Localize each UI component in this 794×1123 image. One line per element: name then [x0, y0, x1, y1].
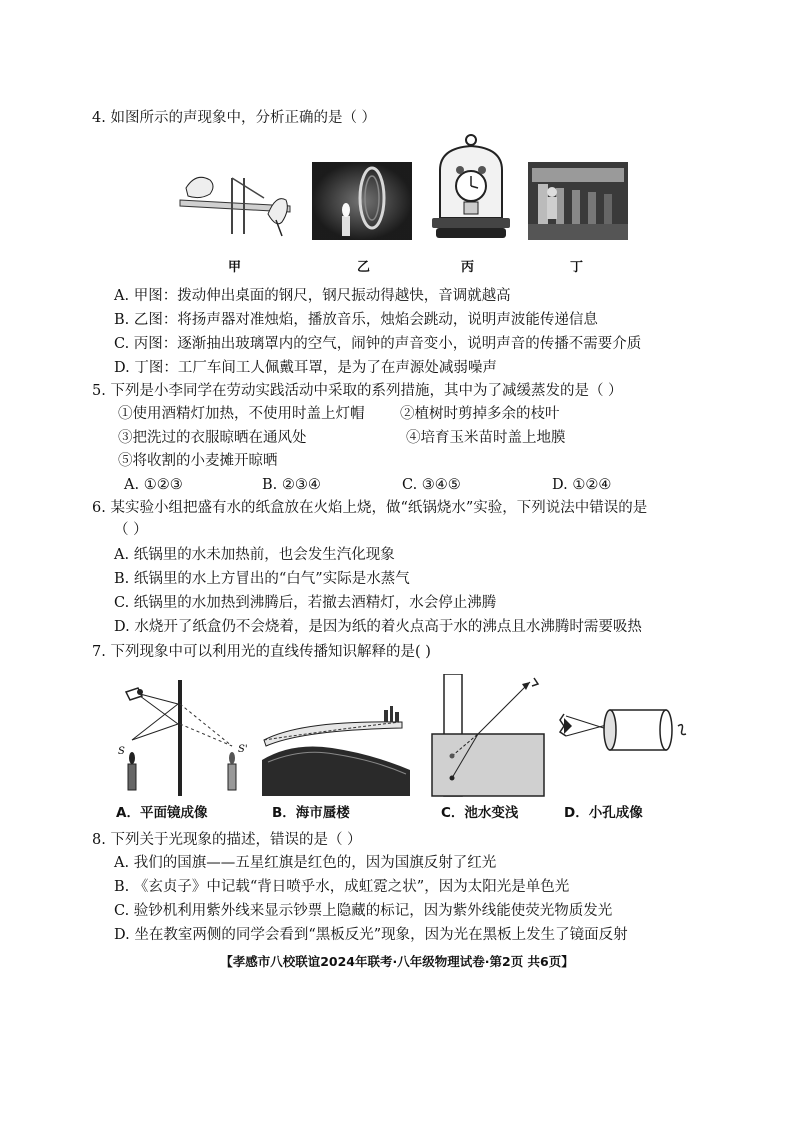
q6-stem: 6. 某实验小组把盛有水的纸盒放在火焰上烧，做“纸锅烧水”实验，下列说法中错误的是: [92, 500, 648, 516]
q6-option-a: A. 纸锅里的水未加热前，也会发生汽化现象: [114, 547, 395, 563]
q5-item-5: ⑤将收割的小麦摊开晾晒: [118, 453, 278, 469]
q7-image-plane-mirror: [118, 676, 254, 798]
q5-stem: 5. 下列是小李同学在劳动实践活动中采取的系列措施，其中为了减缓蒸发的是（ ）: [92, 383, 623, 399]
q5-item-2: ②植树时剪掉多余的枝叶: [400, 406, 560, 422]
q4-option-d: D. 丁图：工厂车间工人佩戴耳罩，是为了在声源处减弱噪声: [114, 360, 497, 376]
q7-stem: 7. 下列现象中可以利用光的直线传播知识解释的是( ): [92, 644, 431, 660]
q7-image-pinhole: [556, 704, 690, 764]
q5-item-3: ③把洗过的衣服晾晒在通风处: [118, 430, 307, 446]
q4-option-b: B. 乙图：将扬声器对准烛焰，播放音乐，烛焰会跳动，说明声波能传递信息: [114, 312, 598, 328]
q7-image-mirage: [262, 700, 412, 796]
q6-option-d: D. 水烧开了纸盒仍不会烧着，是因为纸的着火点高于水的沸点且水沸腾时需要吸热: [114, 619, 642, 635]
q6-stem-cont: （ ）: [114, 522, 148, 538]
q8-option-d: D. 坐在教室两侧的同学会看到“黑板反光”现象，因为光在黑板上发生了镜面反射: [114, 927, 628, 943]
q4-option-c: C. 丙图：逐渐抽出玻璃罩内的空气，闹钟的声音变小，说明声音的传播不需要介质: [114, 336, 642, 352]
q7-label-s-prime: S': [238, 744, 248, 755]
q8-option-c: C. 验钞机利用紫外线来显示钞票上隐藏的标记，因为紫外线能使荧光物质发光: [114, 903, 613, 919]
q4-image-yi: [312, 162, 412, 240]
q7-caption-b: B．海市蜃楼: [272, 805, 350, 821]
q7-caption-d: D．小孔成像: [564, 805, 643, 821]
q7-caption-a: A．平面镜成像: [116, 805, 208, 821]
q8-option-a: A. 我们的国旗——五星红旗是红色的，因为国旗反射了红光: [114, 855, 497, 871]
q4-caption-jia: 甲: [228, 260, 242, 275]
q4-image-bing: [426, 130, 516, 242]
q4-option-a: A. 甲图：拨动伸出桌面的钢尺，钢尺振动得越快，音调就越高: [114, 288, 511, 304]
page-footer: 【孝感市八校联谊2024年联考·八年级物理试卷·第2页 共6页】: [220, 954, 574, 969]
q7-caption-c: C．池水变浅: [441, 805, 519, 821]
q5-choice-a: A. ①②③: [124, 477, 183, 493]
q8-stem: 8. 下列关于光现象的描述，错误的是（ ）: [92, 832, 362, 848]
q5-item-1: ①使用酒精灯加热，不使用时盖上灯帽: [118, 406, 365, 422]
q5-choice-d: D. ①②④: [552, 477, 612, 493]
q7-label-s: S: [118, 746, 125, 757]
q5-choice-b: B. ②③④: [262, 477, 321, 493]
q6-option-c: C. 纸锅里的水加热到沸腾后，若撤去酒精灯，水会停止沸腾: [114, 595, 497, 611]
q4-stem: 4. 如图所示的声现象中，分析正确的是（ ）: [92, 110, 377, 126]
q4-image-jia: [172, 158, 298, 240]
q7-image-pool: [430, 674, 546, 798]
q8-option-b: B. 《玄贞子》中记载“背日喷乎水，成虹霓之状”，因为太阳光是单色光: [114, 879, 570, 895]
q5-item-4: ④培育玉米苗时盖上地膜: [406, 430, 566, 446]
q6-option-b: B. 纸锅里的水上方冒出的“白气”实际是水蒸气: [114, 571, 410, 587]
q4-image-ding: [528, 162, 628, 240]
q4-caption-bing: 丙: [461, 260, 475, 275]
q4-caption-yi: 乙: [357, 260, 371, 275]
q4-caption-ding: 丁: [570, 260, 584, 275]
q5-choice-c: C. ③④⑤: [402, 477, 461, 493]
